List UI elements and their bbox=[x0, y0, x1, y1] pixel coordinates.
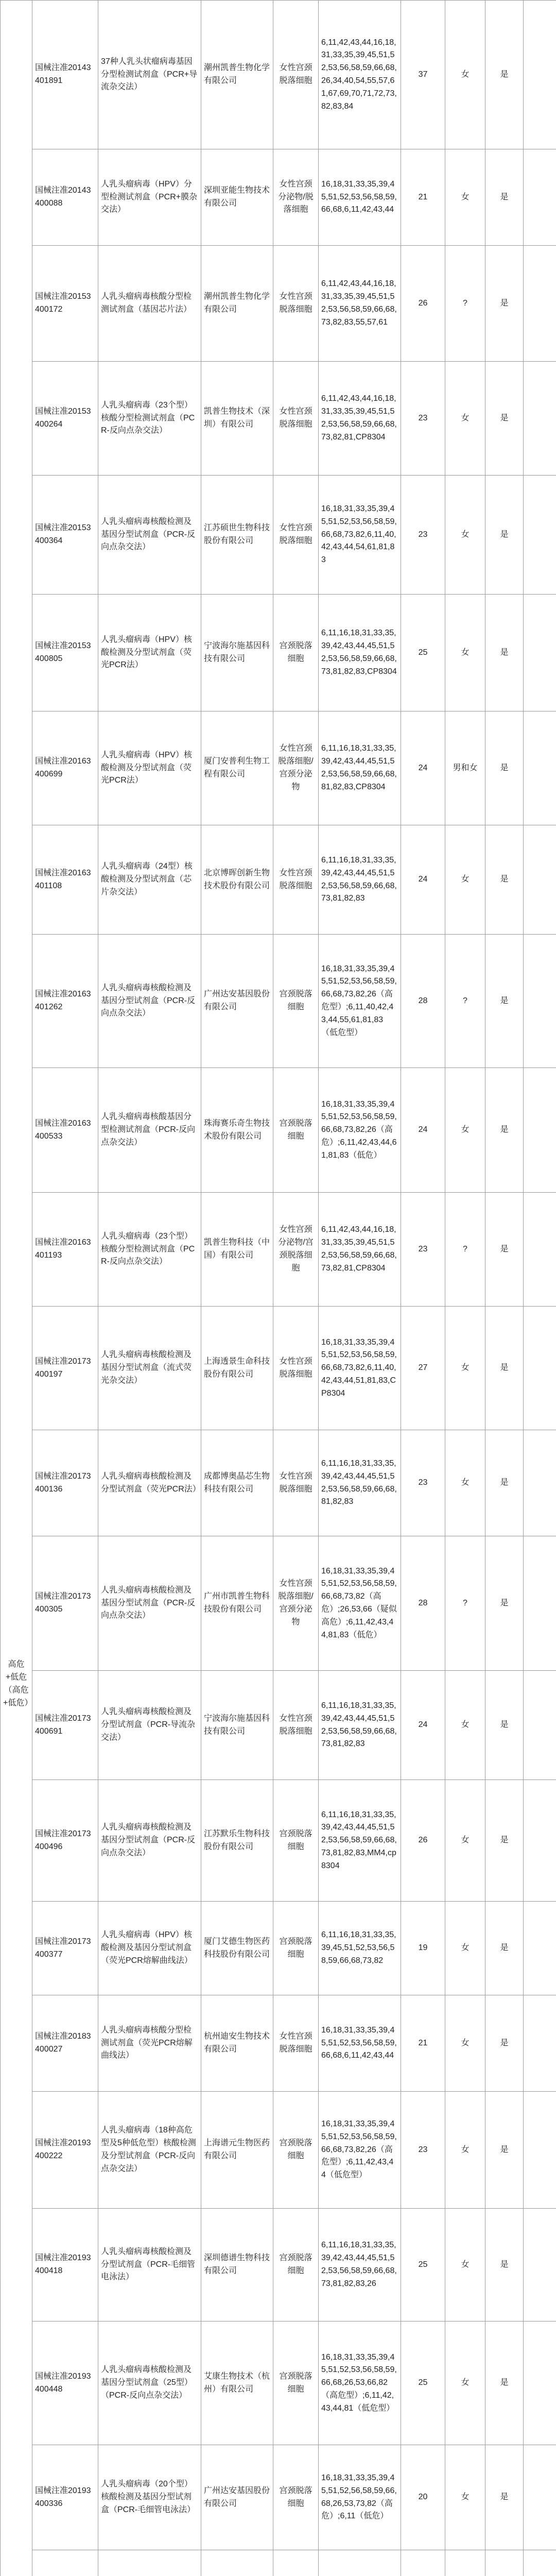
product-name: 人乳头瘤病毒（HPV）分型检测试剂盒（PCR+膜杂交法） bbox=[98, 149, 201, 246]
table-row bbox=[1, 595, 556, 711]
type-count: 20 bbox=[401, 2445, 445, 2550]
manufacturer: 深圳德谱生物科技有限公司 bbox=[201, 2209, 273, 2321]
applicable-sex: 女 bbox=[445, 595, 485, 711]
genotyping-flag: 是 bbox=[485, 1671, 524, 1780]
registration-number: 国械注准20153400805 bbox=[32, 595, 98, 711]
genotyping-flag: 是 bbox=[485, 711, 524, 825]
manufacturer: 成都博奥晶芯生物科技有限公司 bbox=[201, 1430, 273, 1536]
type-count: 25 bbox=[401, 2321, 445, 2445]
table-row bbox=[1, 476, 556, 595]
table-row bbox=[1, 1671, 556, 1780]
empty-cell bbox=[524, 2209, 556, 2321]
sample-type: 女性宫颈脱落细胞 bbox=[273, 476, 319, 595]
registration-number: 国械注准20183400027 bbox=[32, 1995, 98, 2092]
empty-cell bbox=[524, 1430, 556, 1536]
empty-cell bbox=[524, 1193, 556, 1307]
genotyping-flag: 是 bbox=[485, 1995, 524, 2092]
applicable-sex: 女 bbox=[445, 1430, 485, 1536]
manufacturer: 宁波海尔施基因科技有限公司 bbox=[201, 595, 273, 711]
type-count: 24 bbox=[401, 1671, 445, 1780]
empty-cell bbox=[524, 2550, 556, 2576]
product-name: 人乳头瘤病毒核酸检测及基因分型试剂盒（PCR-反向点杂交法） bbox=[98, 1536, 201, 1671]
type-count: 23 bbox=[401, 1430, 445, 1536]
hpv-types: 6,11,16,18,31,33,35,39,42,43,44,45,51,52,53,56,58,59,66,68,81,82,83 bbox=[319, 1430, 401, 1536]
product-name: 人乳头瘤病毒（23个型）核酸分型检测试剂盒（PCR-反向点杂交法） bbox=[98, 362, 201, 476]
product-name: 人乳头瘤病毒（HPV）核酸检测及基因分型试剂盒（荧光PCR熔解曲线法） bbox=[98, 1902, 201, 1995]
type-count: 24 bbox=[401, 825, 445, 935]
type-count: 23 bbox=[401, 1193, 445, 1307]
empty-cell bbox=[524, 595, 556, 711]
hpv-types: 16,18,31,33,35,39,45,51,52,53,56,58,59,66,68,26,53,66,82（高危型）;6,11,42,43,44,81（低危型） bbox=[319, 2321, 401, 2445]
genotyping-flag: 是 bbox=[485, 1068, 524, 1193]
table-body bbox=[1, 1, 556, 2576]
table-row bbox=[1, 149, 556, 246]
registration-number: 国械注准20173400305 bbox=[32, 1536, 98, 1671]
type-count: 26 bbox=[401, 1780, 445, 1902]
hpv-types: 16,18,31,33,35,39,45,51,52,53,56,58,59,66,68,73,82,26（高危型）;6,11,42,43,44（低危型） bbox=[319, 2092, 401, 2209]
product-name: 人乳头瘤病毒（20个型）核酸检测及基因分型试剂盒（PCR-毛细管电泳法） bbox=[98, 2445, 201, 2550]
applicable-sex: 女 bbox=[445, 1307, 485, 1430]
sample-type: 宫颈脱落细胞 bbox=[273, 1902, 319, 1995]
manufacturer: 凯普生物科技（中国）有限公司 bbox=[201, 1193, 273, 1307]
empty-cell bbox=[524, 1780, 556, 1902]
type-count: 23 bbox=[401, 476, 445, 595]
empty-cell bbox=[524, 2321, 556, 2445]
applicable-sex: 女 bbox=[445, 2092, 485, 2209]
sample-type: 宫颈脱落细胞 bbox=[273, 1780, 319, 1902]
table-row bbox=[1, 1780, 556, 1902]
empty-cell bbox=[524, 1307, 556, 1430]
applicable-sex: 女 bbox=[445, 1995, 485, 2092]
empty-cell bbox=[524, 2445, 556, 2550]
genotyping-flag: 是 bbox=[485, 1536, 524, 1671]
hpv-types: 6,11,42,43,44,16,18,31,33,35,39,45,51,52,53,56,58,59,66,68,26,34,40,54,55,57,61,67,69,70,71,72,73,82,83,84 bbox=[319, 1, 401, 149]
hpv-types: 16,18,31,33,35,39,45,51,52,53,56,58,59,66,68,6,11,42,43,44 bbox=[319, 149, 401, 246]
manufacturer: 北京博晖创新生物技术股份有限公司 bbox=[201, 825, 273, 935]
type-count bbox=[401, 2550, 445, 2576]
empty-cell bbox=[524, 1, 556, 149]
product-name: 人乳头瘤病毒核酸检测及基因分型试剂盒（PCR-反向点杂交法） bbox=[98, 1780, 201, 1902]
applicable-sex: 女 bbox=[445, 1068, 485, 1193]
genotyping-flag: 是 bbox=[485, 1430, 524, 1536]
empty-cell bbox=[524, 1995, 556, 2092]
empty-cell bbox=[524, 1671, 556, 1780]
applicable-sex: 女 bbox=[445, 149, 485, 246]
empty-cell bbox=[524, 149, 556, 246]
registration-number: 国械注准20193400336 bbox=[32, 2445, 98, 2550]
type-count: 24 bbox=[401, 1068, 445, 1193]
type-count: 37 bbox=[401, 1, 445, 149]
type-count: 25 bbox=[401, 595, 445, 711]
applicable-sex: 女 bbox=[445, 362, 485, 476]
genotyping-flag: 是 bbox=[485, 1902, 524, 1995]
manufacturer: 珠海赛乐奇生物技术股份有限公司 bbox=[201, 1068, 273, 1193]
manufacturer: 江苏默乐生物科技股份有限公司 bbox=[201, 1780, 273, 1902]
genotyping-flag: 是 bbox=[485, 2321, 524, 2445]
genotyping-flag: 是 bbox=[485, 1307, 524, 1430]
hpv-types: 6,11,16,18,31,33,35,39,42,43,44,45,51,52,53,56,58,59,66,68,73,81,82,83,26 bbox=[319, 2209, 401, 2321]
registration-number: 国械注准20173400136 bbox=[32, 1430, 98, 1536]
table-row bbox=[1, 362, 556, 476]
genotyping-flag: 是 bbox=[485, 1, 524, 149]
hpv-types: 16,18,31,33,35,39,45,51,52,53,56,58,59,66,68,73,82（高危）;26,53,66（疑似高危）;6,11,42,43,44,81,83（低危） bbox=[319, 1536, 401, 1671]
applicable-sex: ? bbox=[445, 246, 485, 362]
empty-cell bbox=[524, 711, 556, 825]
table-row bbox=[1, 2092, 556, 2209]
empty-cell bbox=[524, 1068, 556, 1193]
genotyping-flag: 是 bbox=[485, 1780, 524, 1902]
manufacturer: 杭州迪安生物技术有限公司 bbox=[201, 1995, 273, 2092]
hpv-types: 16,18,31,33,35,39,45,51,52,53,56,58,59,66,68,73,82,26（高危）;6,11,42,43,44,61,81,83（低危） bbox=[319, 1068, 401, 1193]
registration-number: 国械注准20193400222 bbox=[32, 2092, 98, 2209]
manufacturer: 厦门艾德生物医药科技股份有限公司 bbox=[201, 1902, 273, 1995]
genotyping-flag: 是 bbox=[485, 246, 524, 362]
manufacturer: 广州达安基因股份有限公司 bbox=[201, 2445, 273, 2550]
registration-number: 国械注准20153400264 bbox=[32, 362, 98, 476]
sample-type: 女性宫颈脱落细胞 bbox=[273, 825, 319, 935]
hpv-types: 6,11,16,18,31,33,35,39,42,43,44,45,51,52,53,56,58,59,66,68,73,81,82,83 bbox=[319, 1671, 401, 1780]
type-count: 23 bbox=[401, 362, 445, 476]
table-row bbox=[1, 711, 556, 825]
registration-number: 国械注准20193400448 bbox=[32, 2321, 98, 2445]
genotyping-flag: 是 bbox=[485, 825, 524, 935]
applicable-sex: 男和女 bbox=[445, 711, 485, 825]
hpv-types: 6,11,16,18,31,33,35,39,42,43,44,45,51,52,53,56,58,59,66,68,73,81,82,83,CP8304 bbox=[319, 595, 401, 711]
registration-number: 国械注准20143400088 bbox=[32, 149, 98, 246]
empty-cell bbox=[524, 935, 556, 1068]
genotyping-flag: 是 bbox=[485, 595, 524, 711]
sample-type: 宫颈脱落细胞 bbox=[273, 1068, 319, 1193]
hpv-types: 6,11,16,18,31,33,35,39,42,43,44,45,51,52,53,56,58,59,66,68,81,82,83,CP8304 bbox=[319, 711, 401, 825]
genotyping-flag: 是 bbox=[485, 149, 524, 246]
registration-number: 国械注准20153400172 bbox=[32, 246, 98, 362]
product-name: 人乳头瘤病毒核酸检测及基因分型试剂盒（25型）（PCR-反向点杂交法） bbox=[98, 2321, 201, 2445]
hpv-types: 6,11,42,43,44,16,18,31,33,35,39,45,51,52,53,56,58,59,66,68,73,82,81,CP8304 bbox=[319, 362, 401, 476]
product-name: 人乳头瘤病毒核酸检测及基因分型试剂盒（PCR-反向点杂交法） bbox=[98, 935, 201, 1068]
product-name: 人乳头瘤病毒核酸检测及分型试剂盒（PCR-导流杂交法） bbox=[98, 1671, 201, 1780]
manufacturer: 宁波海尔施基因科技有限公司 bbox=[201, 1671, 273, 1780]
sample-type: 女性宫颈脱落细胞/宫颈分泌物 bbox=[273, 711, 319, 825]
table-row bbox=[1, 1068, 556, 1193]
type-count: 24 bbox=[401, 711, 445, 825]
manufacturer: 厦门安普利生物工程有限公司 bbox=[201, 711, 273, 825]
table-row bbox=[1, 1, 556, 149]
applicable-sex: 女 bbox=[445, 825, 485, 935]
sample-type: 宫颈脱落细胞 bbox=[273, 595, 319, 711]
product-name: 人乳头瘤病毒核酸检测及基因分型试剂盒（PCR-反向点杂交法） bbox=[98, 476, 201, 595]
empty-cell bbox=[524, 476, 556, 595]
genotyping-flag: 是 bbox=[485, 2209, 524, 2321]
hpv-types: 6,11,16,18,31,33,35,39,45,51,52,53,56,58,59,66,68,73,82 bbox=[319, 1902, 401, 1995]
type-count: 21 bbox=[401, 149, 445, 246]
product-name: 人乳头瘤病毒核酸检测及基因分型试剂盒（流式荧光杂交法） bbox=[98, 1307, 201, 1430]
type-count: 28 bbox=[401, 935, 445, 1068]
registration-number: 国械注准20163401262 bbox=[32, 935, 98, 1068]
type-count: 27 bbox=[401, 1307, 445, 1430]
hpv-types: 16,18,31,33,35,39,45,51,52,56,58,59,66,68,26,53,73,82（高危）;6,11（低危） bbox=[319, 2445, 401, 2550]
product-name: 人乳头瘤病毒（23个型）核酸分型检测试剂盒（PCR-反向点杂交法） bbox=[98, 1193, 201, 1307]
applicable-sex bbox=[445, 2550, 485, 2576]
sample-type: 女性宫颈分泌物/脱落细胞 bbox=[273, 149, 319, 246]
registration-number: 国械注准20163400533 bbox=[32, 1068, 98, 1193]
manufacturer: 上海透景生命科技股份有限公司 bbox=[201, 1307, 273, 1430]
sample-type: 女性宫颈脱落细胞 bbox=[273, 1307, 319, 1430]
type-count: 25 bbox=[401, 2209, 445, 2321]
sample-type: 女性宫颈脱落细胞/宫颈分泌物 bbox=[273, 1536, 319, 1671]
manufacturer: 深圳亚能生物技术有限公司 bbox=[201, 149, 273, 246]
table-row bbox=[1, 935, 556, 1068]
product-name: 人乳头瘤病毒（HPV）核酸检测及分型试剂盒（荧光PCR法） bbox=[98, 595, 201, 711]
genotyping-flag: 是 bbox=[485, 476, 524, 595]
registration-number: 国械注准20163400699 bbox=[32, 711, 98, 825]
product-name: 人乳头瘤病毒核酸检测及分型试剂盒（PCR-毛细管电泳法） bbox=[98, 2209, 201, 2321]
sample-type: 女性宫颈脱落细胞 bbox=[273, 246, 319, 362]
table-row bbox=[1, 2445, 556, 2550]
table-row bbox=[1, 1430, 556, 1536]
sample-type: 女性宫颈脱落细胞 bbox=[273, 1, 319, 149]
registration-number: 国械注准20173400496 bbox=[32, 1780, 98, 1902]
table-row bbox=[1, 1902, 556, 1995]
registration-number: 国械注准20173400691 bbox=[32, 1671, 98, 1780]
manufacturer: 艾康生物技术（杭州）有限公司 bbox=[201, 2321, 273, 2445]
sample-type: 女性宫颈脱落细胞 bbox=[273, 362, 319, 476]
manufacturer: 上海谱元生物医药有限公司 bbox=[201, 2092, 273, 2209]
product-name: 人乳头瘤病毒核酸检测及分型试剂盒（荧光PCR法） bbox=[98, 1430, 201, 1536]
sample-type bbox=[273, 2550, 319, 2576]
sample-type: 宫颈脱落细胞 bbox=[273, 2209, 319, 2321]
product-name: 人乳头瘤病毒核酸分型检测试剂盒（荧光PCR熔解曲线法） bbox=[98, 1995, 201, 2092]
genotyping-flag: 是 bbox=[485, 2445, 524, 2550]
group-label: 高危+低危（高危+低危） bbox=[1, 1, 32, 2576]
table-row bbox=[1, 1307, 556, 1430]
applicable-sex: 女 bbox=[445, 476, 485, 595]
manufacturer bbox=[201, 2550, 273, 2576]
registration-number: 国械注准20153400364 bbox=[32, 476, 98, 595]
sample-type: 女性宫颈脱落细胞 bbox=[273, 1671, 319, 1780]
hpv-types: 16,18,31,33,35,39,45,51,52,53,56,58,59,66,68,73,82,6,11,40,42,43,44,51,81,83,CP8304 bbox=[319, 1307, 401, 1430]
type-count: 26 bbox=[401, 246, 445, 362]
registration-number: 国械注准20163401193 bbox=[32, 1193, 98, 1307]
registration-number: 国械注准20173400197 bbox=[32, 1307, 98, 1430]
hpv-types: 6,11,16,18,31,33,35,39,42,43,44,45,51,52,53,56,58,59,66,68,73,81,82,83,MM4,cp8304 bbox=[319, 1780, 401, 1902]
table-row bbox=[1, 2321, 556, 2445]
sample-type: 女性宫颈脱落细胞 bbox=[273, 1430, 319, 1536]
type-count: 28 bbox=[401, 1536, 445, 1671]
manufacturer: 凯普生物技术（深圳）有限公司 bbox=[201, 362, 273, 476]
registration-number: 国械注准20163401108 bbox=[32, 825, 98, 935]
empty-cell bbox=[524, 246, 556, 362]
genotyping-flag: 是 bbox=[485, 1193, 524, 1307]
sample-type: 宫颈脱落细胞 bbox=[273, 935, 319, 1068]
table-row bbox=[1, 246, 556, 362]
type-count: 19 bbox=[401, 1902, 445, 1995]
table-row bbox=[1, 1536, 556, 1671]
product-name: 人乳头瘤病毒（18种高危型及5种低危型）核酸检测及分型试剂盒（PCR-反向点杂交法） bbox=[98, 2092, 201, 2209]
hpv-types: 16,18,31,33,35,39,45,51,52,53,56,58,59,66,68,6,11,42,43,44 bbox=[319, 1995, 401, 2092]
empty-cell bbox=[524, 362, 556, 476]
manufacturer: 广州市凯普生物科技股份有限公司 bbox=[201, 1536, 273, 1671]
table-row bbox=[1, 825, 556, 935]
registration-number: 国械注准20143401891 bbox=[32, 1, 98, 149]
product-name: 人乳头瘤病毒（HPV）核酸检测及分型试剂盒（荧光PCR法） bbox=[98, 711, 201, 825]
empty-cell bbox=[524, 2092, 556, 2209]
product-name: 人乳头瘤病毒核酸基因分型检测试剂盒（PCR-反向点杂交法） bbox=[98, 1068, 201, 1193]
sample-type: 女性宫颈脱落细胞 bbox=[273, 1995, 319, 2092]
applicable-sex: 女 bbox=[445, 2445, 485, 2550]
hpv-types: 16,18,31,33,35,39,45,51,52,53,56,58,59,66,68,73,82,26（高危型）;6,11,40,42,43,44,55,61,81,83（低危型） bbox=[319, 935, 401, 1068]
sample-type: 女性宫颈分泌物/宫颈脱落细胞 bbox=[273, 1193, 319, 1307]
empty-cell bbox=[524, 1536, 556, 1671]
table-row bbox=[1, 1193, 556, 1307]
product-name: 37种人乳头状瘤病毒基因分型检测试剂盒（PCR+导流杂交法） bbox=[98, 1, 201, 149]
manufacturer: 潮州凯普生物化学有限公司 bbox=[201, 246, 273, 362]
genotyping-flag bbox=[485, 2550, 524, 2576]
hpv-types: 6,11,42,43,44,16,18,31,33,35,39,45,51,52,53,56,58,59,66,68,73,82,83,55,57,61 bbox=[319, 246, 401, 362]
registration-number bbox=[32, 2550, 98, 2576]
product-name: 人乳头瘤病毒核酸分型检测试剂盒（基因芯片法） bbox=[98, 246, 201, 362]
manufacturer: 江苏硕世生物科技股份有限公司 bbox=[201, 476, 273, 595]
product-name: 人乳头瘤病毒（24型）核酸检测及分型试剂盒（芯片杂交法） bbox=[98, 825, 201, 935]
empty-cell bbox=[524, 1902, 556, 1995]
sample-type: 宫颈脱落细胞 bbox=[273, 2321, 319, 2445]
product-name bbox=[98, 2550, 201, 2576]
registration-number: 国械注准20173400377 bbox=[32, 1902, 98, 1995]
hpv-types: 6,11,16,18,31,33,35,39,42,43,44,45,51,52,53,56,58,59,66,68,73,81,82,83 bbox=[319, 825, 401, 935]
applicable-sex: ? bbox=[445, 935, 485, 1068]
applicable-sex: 女 bbox=[445, 2209, 485, 2321]
applicable-sex: 女 bbox=[445, 1, 485, 149]
genotyping-flag: 是 bbox=[485, 362, 524, 476]
sample-type: 宫颈脱落细胞 bbox=[273, 2445, 319, 2550]
hpv-types: 6,11,42,43,44,16,18,31,33,35,39,45,51,52,53,56,58,59,66,68,73,82,81,CP8304 bbox=[319, 1193, 401, 1307]
table-row bbox=[1, 2550, 556, 2576]
sample-type: 宫颈脱落细胞 bbox=[273, 2092, 319, 2209]
applicable-sex: ? bbox=[445, 1536, 485, 1671]
hpv-types: 16,18,31,33,35,39,45,51,52,53,56,58,59,66,68,73,82,6,11,40,42,43,44,54,61,81,83 bbox=[319, 476, 401, 595]
applicable-sex: 女 bbox=[445, 1902, 485, 1995]
type-count: 23 bbox=[401, 2092, 445, 2209]
genotyping-flag: 是 bbox=[485, 2092, 524, 2209]
applicable-sex: 女 bbox=[445, 2321, 485, 2445]
empty-cell bbox=[524, 825, 556, 935]
applicable-sex: ? bbox=[445, 1193, 485, 1307]
applicable-sex: 女 bbox=[445, 1780, 485, 1902]
table-row bbox=[1, 1995, 556, 2092]
hpv-types bbox=[319, 2550, 401, 2576]
registration-number: 国械注准20193400418 bbox=[32, 2209, 98, 2321]
manufacturer: 广州达安基因股份有限公司 bbox=[201, 935, 273, 1068]
table-row bbox=[1, 2209, 556, 2321]
type-count: 21 bbox=[401, 1995, 445, 2092]
applicable-sex: 女 bbox=[445, 1671, 485, 1780]
manufacturer: 潮州凯普生物化学有限公司 bbox=[201, 1, 273, 149]
genotyping-flag: 是 bbox=[485, 935, 524, 1068]
